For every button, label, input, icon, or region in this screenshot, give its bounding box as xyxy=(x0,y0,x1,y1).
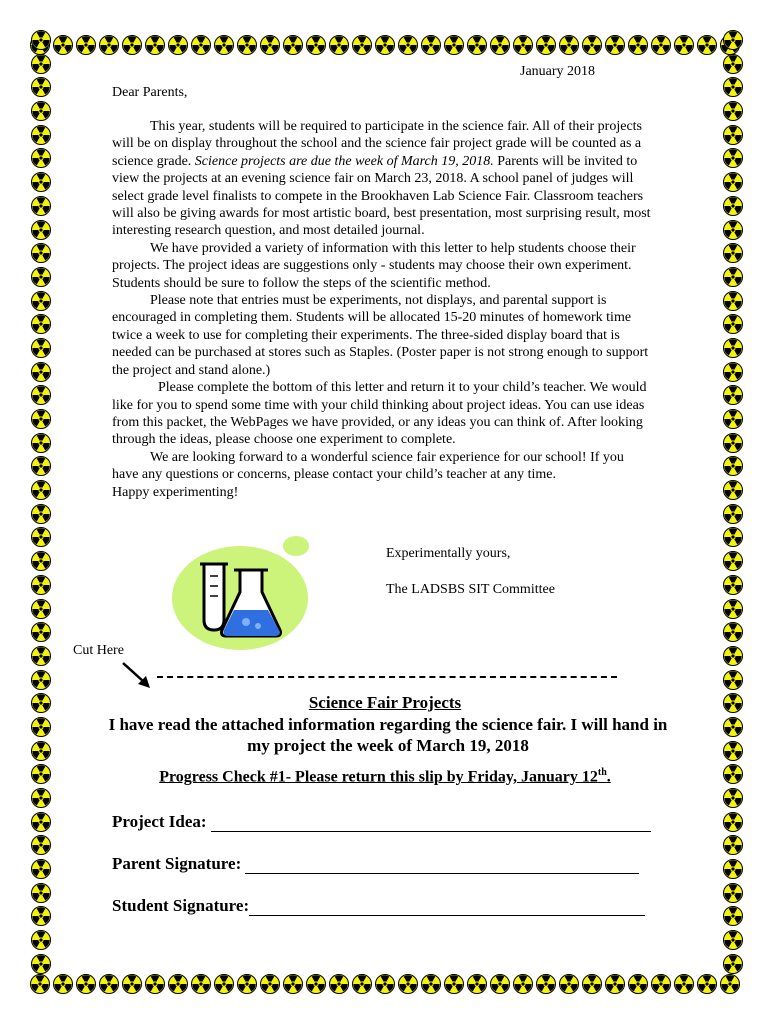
cut-here-label: Cut Here xyxy=(73,643,124,658)
letter-greeting: Dear Parents, xyxy=(112,85,188,100)
project-idea-line[interactable] xyxy=(211,815,651,832)
paragraph-3: Please note that entries must be experiments, not displays, and parental support is encouraged in completing them. Students will be allocated 15-20 minutes of homework time twice a week to use for completing their experiments. The three-sided display board that is needed can be purchased at stores such as Staples. (Poster paper is not strong enough to support the project and stand alone.) xyxy=(112,293,649,378)
progress-check-text: Progress Check #1- Please return this slip by Friday, January 12 xyxy=(159,768,598,786)
progress-check-end: . xyxy=(606,768,611,786)
paragraph-2: We have provided a variety of information with this letter to help students choose their projects. The project ideas are suggestions only - students may choose their own experiment. Students should be sure to follow the steps of the scientific method. xyxy=(112,240,636,291)
science-beakers-icon xyxy=(168,532,328,652)
parent-signature-label: Parent Signature: xyxy=(112,854,242,873)
letter-date: January 2018 xyxy=(520,64,596,79)
progress-check-suffix: th xyxy=(597,767,607,778)
parent-signature-line[interactable] xyxy=(245,857,639,874)
paragraph-4: Please complete the bottom of this letter and return it to your child’s teacher. We would like for you to spend some time with your child thinking about project ideas. You can use ideas from this packet, the WebPages we have provided, or any ideas you can think of. After looking through the ideas, please choose one experiment to complete. xyxy=(112,380,647,448)
project-idea-label: Project Idea: xyxy=(112,812,207,831)
project-idea-field[interactable] xyxy=(112,812,651,832)
paragraph-1-due-date: Science projects are due the week of March 19, 2018. xyxy=(194,153,494,169)
slip-statement: I have read the attached information regarding the science fair. I will hand in my project the week of March 19, 2018 xyxy=(108,715,668,755)
paragraph-6: Happy experimenting! xyxy=(112,484,239,500)
student-signature-label: Student Signature: xyxy=(112,896,250,915)
parent-signature-field[interactable] xyxy=(112,854,639,874)
progress-check xyxy=(0,767,770,786)
arrow-icon xyxy=(118,660,158,690)
letter-signoff: Experimentally yours, xyxy=(386,546,511,561)
slip-title: Science Fair Projects xyxy=(308,693,462,712)
letter-body xyxy=(112,118,652,501)
paragraph-1-text-b: Parents will be invited to view the projects at an evening science fair on March 23, 2018. A school panel of judges will select grade level finalists to compete in the Brookhaven Lab Science Fair. Classroom teachers will also be giving awards for most artistic board, best presentation, most surprising result, most interesting research question, and most detailed journal. xyxy=(112,153,651,239)
cut-dashes xyxy=(157,674,533,689)
paragraph-5: We are looking forward to a wonderful science fair experience for our school! If you have any questions or concerns, please contact your child’s teacher at any time. xyxy=(112,449,624,483)
letter-signature: The LADSBS SIT Committee xyxy=(386,582,555,597)
student-signature-field[interactable] xyxy=(112,896,645,916)
paragraph-1 xyxy=(112,118,652,240)
student-signature-line[interactable] xyxy=(249,899,645,916)
paragraph-1-text-a: This year, students will be required to participate in the science fair. All of their projects will be on display throughout the school and the science fair project grade will be counted as a science grade. xyxy=(112,119,643,169)
